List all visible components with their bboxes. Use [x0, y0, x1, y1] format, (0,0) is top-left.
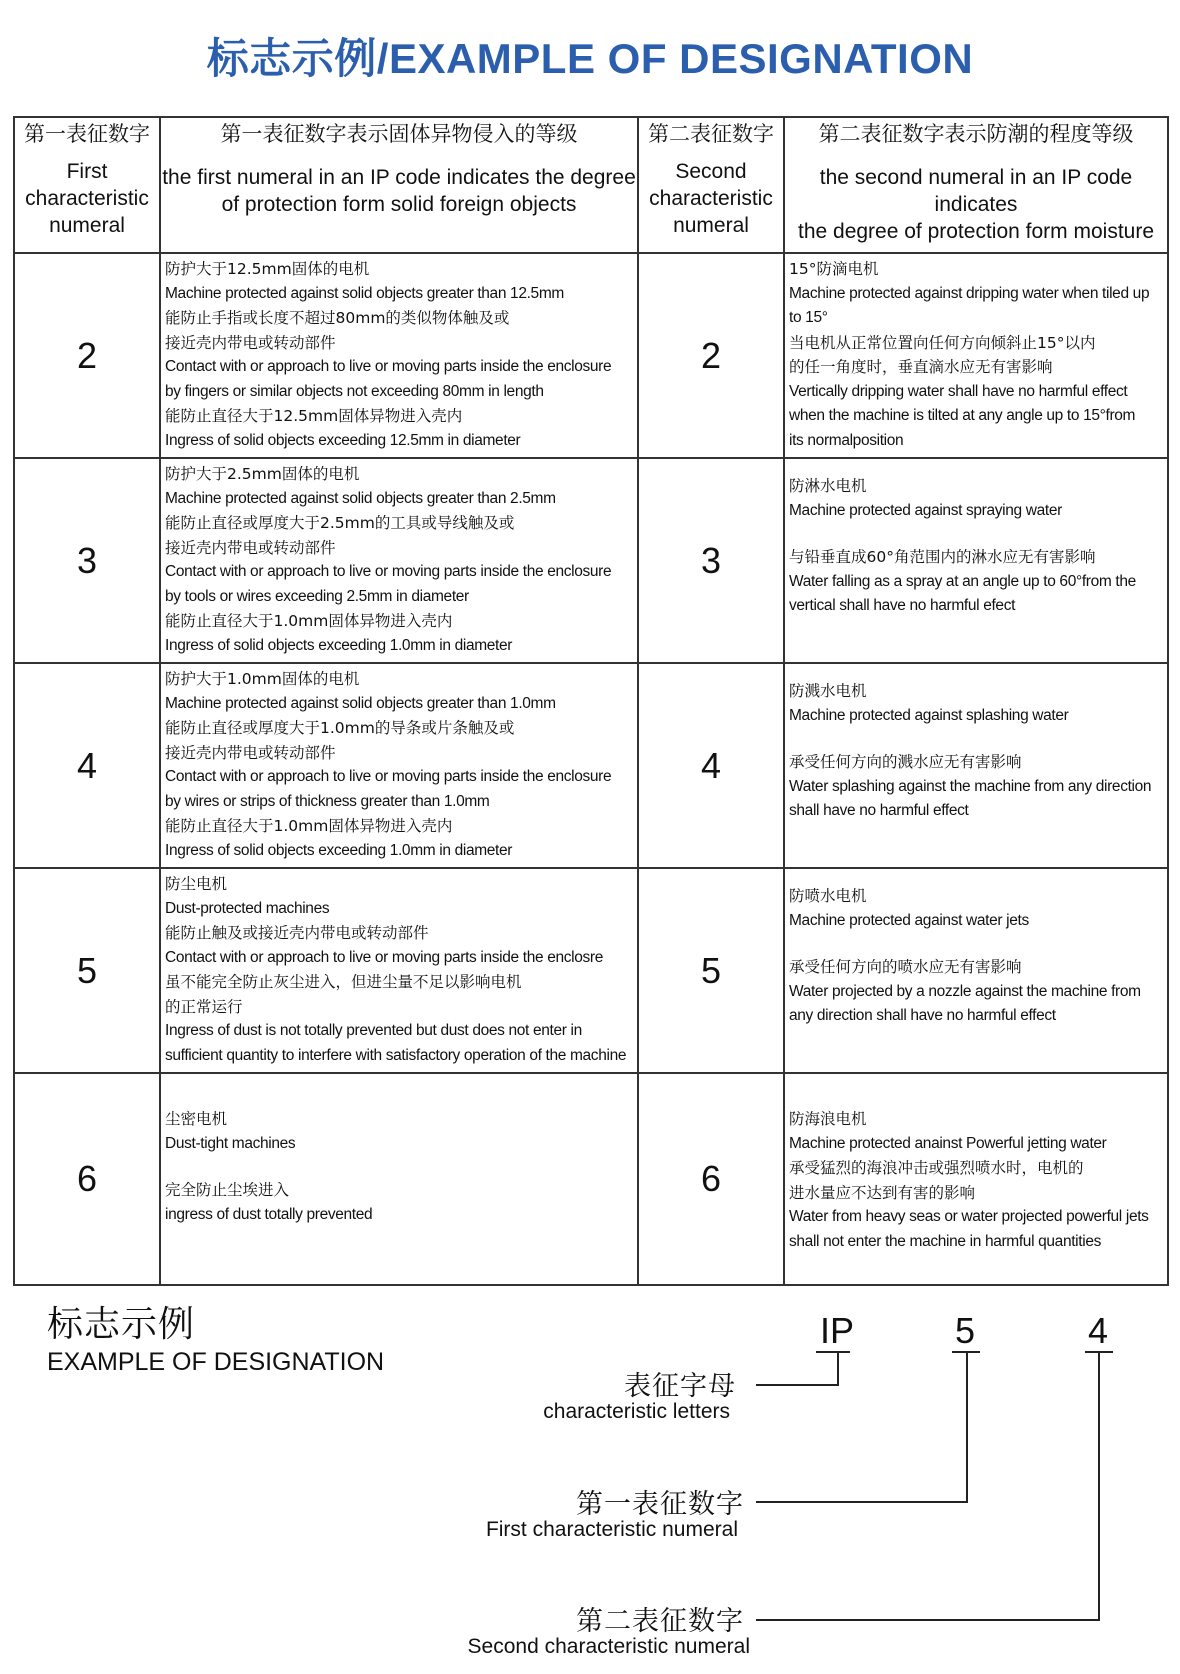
- header-second-numeral: [638, 117, 784, 253]
- moisture-description: [784, 253, 1168, 458]
- table-row: [14, 1073, 1168, 1285]
- header-moisture-en-2: the degree of protection form moisture: [797, 220, 1154, 243]
- description-line: 进水量应不达到有害的影响: [789, 1183, 976, 1202]
- description-line: Machine protected against spraying water: [789, 501, 1062, 519]
- header-solid-en-2: of protection form solid foreign objects: [221, 193, 577, 216]
- description-line: by tools or wires exceeding 2.5mm in diameter: [165, 587, 469, 605]
- first-numeral-cell: 5: [14, 868, 160, 1073]
- connector-line: [966, 1352, 968, 1502]
- header-moisture-protection: [784, 117, 1168, 253]
- table-row: [14, 253, 1168, 458]
- description-line: Ingress of dust is not totally prevented but dust does not enter in: [165, 1022, 582, 1039]
- connector-line: [756, 1619, 1100, 1621]
- label-second-cn: 第二表征数字: [576, 1606, 744, 1637]
- first-numeral-cell: 3: [14, 458, 160, 663]
- connector-line: [756, 1501, 968, 1503]
- description-line: 防护大于2.5mm固体的电机: [165, 465, 360, 483]
- table-header-row: [14, 117, 1168, 253]
- description-line: 当电机从正常位置向任何方向倾斜止15°以内: [789, 333, 1096, 352]
- header-first-numeral-en-2: characteristic: [25, 187, 149, 210]
- moisture-description: [784, 868, 1168, 1073]
- solid-description: [160, 1073, 638, 1285]
- ip-code-table: [13, 116, 1169, 1286]
- header-solid-en-1: the first numeral in an IP code indicates the degree: [162, 166, 636, 189]
- description-line: 能防止直径或厚度大于2.5mm的工具或导线触及或: [165, 514, 515, 532]
- second-numeral-cell: 5: [638, 868, 784, 1073]
- description-line: 尘密电机: [165, 1110, 228, 1128]
- example-heading-en: EXAMPLE OF DESIGNATION: [47, 1348, 385, 1376]
- header-solid-protection: [160, 117, 638, 253]
- description-line: Machine protected against solid objects greater than 2.5mm: [165, 489, 556, 507]
- description-line: Contact with or approach to live or moving parts inside the enclosure: [165, 358, 612, 375]
- solid-description: [160, 458, 638, 663]
- description-line: by fingers or similar objects not exceeding 80mm in length: [165, 382, 544, 400]
- example-heading-cn: 标志示例: [47, 1304, 196, 1345]
- header-first-numeral-en-1: First: [66, 160, 108, 183]
- label-first-cn: 第一表征数字: [576, 1489, 744, 1520]
- description-line: 防尘电机: [165, 875, 228, 893]
- second-numeral-cell: 4: [638, 663, 784, 868]
- description-line: any direction shall have no harmful effect: [789, 1007, 1056, 1024]
- description-line: 能防止直径大于1.0mm固体异物进入壳内: [165, 817, 453, 835]
- label-second-en: Second characteristic numeral: [467, 1635, 750, 1658]
- description-line: Water falling as a spray at an angle up to 60°from the: [789, 572, 1136, 590]
- description-line: 完全防止尘埃进入: [165, 1181, 290, 1199]
- second-numeral-cell: 6: [638, 1073, 784, 1285]
- connector-line: [837, 1352, 839, 1385]
- description-line: 防溅水电机: [789, 682, 867, 700]
- description-line: 能防止手指或长度不超过80mm的类似物体触及或: [165, 309, 510, 327]
- description-line: Water from heavy seas or water projected powerful jets: [789, 1208, 1149, 1225]
- connector-line: [1098, 1352, 1100, 1620]
- solid-description: [160, 663, 638, 868]
- description-line: 的任一角度时，垂直滴水应无有害影响: [789, 358, 1053, 376]
- description-line: sufficient quantity to interfere with satisfactory operation of the machine: [165, 1046, 627, 1064]
- connector-line: [756, 1384, 839, 1386]
- description-line: ingress of dust totally prevented: [165, 1205, 373, 1223]
- description-line: 与铅垂直成60°角范围内的淋水应无有害影响: [789, 548, 1096, 566]
- description-line: Machine protected anainst Powerful jetting water: [789, 1134, 1107, 1152]
- label-letters-cn: 表征字母: [624, 1371, 736, 1402]
- description-line: Ingress of solid objects exceeding 1.0mm in diameter: [165, 636, 513, 654]
- table-row: [14, 458, 1168, 663]
- description-line: 能防止直径大于12.5mm固体异物进入壳内: [165, 407, 463, 425]
- code-first-numeral: 5: [955, 1310, 976, 1351]
- description-line: 防淋水电机: [789, 477, 867, 495]
- header-second-numeral-en-2: characteristic: [649, 187, 773, 210]
- description-line: shall not enter the machine in harmful quantities: [789, 1232, 1101, 1250]
- header-first-numeral-en-3: numeral: [49, 214, 125, 237]
- description-line: its normalposition: [789, 431, 904, 449]
- description-line: 承受任何方向的溅水应无有害影响: [789, 753, 1022, 771]
- first-numeral-cell: 2: [14, 253, 160, 458]
- description-line: 承受猛烈的海浪冲击或强烈喷水时，电机的: [789, 1159, 1084, 1177]
- description-line: 防海浪电机: [789, 1110, 867, 1128]
- description-line: when the machine is tilted at any angle up to 15°from: [789, 407, 1136, 424]
- description-line: 防护大于1.0mm固体的电机: [165, 670, 360, 688]
- description-line: Vertically dripping water shall have no harmful effect: [789, 382, 1128, 400]
- description-line: Dust-tight machines: [165, 1134, 296, 1152]
- header-first-numeral: [14, 117, 160, 253]
- description-line: Contact with or approach to live or moving parts inside the enclosure: [165, 768, 612, 785]
- label-first-en: First characteristic numeral: [485, 1518, 738, 1541]
- description-line: 接近壳内带电或转动部件: [165, 333, 336, 352]
- second-numeral-cell: 2: [638, 253, 784, 458]
- description-line: Machine protected against water jets: [789, 911, 1029, 929]
- connector-line: [816, 1351, 850, 1353]
- table-row: [14, 663, 1168, 868]
- description-line: Water splashing against the machine from any direction: [789, 777, 1152, 795]
- description-line: shall have no harmful effect: [789, 802, 969, 819]
- description-line: 防喷水电机: [789, 887, 867, 905]
- description-line: 能防止触及或接近壳内带电或转动部件: [165, 924, 429, 942]
- header-second-numeral-cn: 第二表征数字: [648, 122, 774, 146]
- first-numeral-cell: 6: [14, 1073, 160, 1285]
- description-line: vertical shall have no harmful efect: [789, 597, 1016, 614]
- code-letters: IP: [820, 1310, 855, 1351]
- description-line: Machine protected against dripping water when tiled up: [789, 284, 1150, 302]
- description-line: Contact with or approach to live or moving parts inside the enclosure: [165, 563, 612, 580]
- description-line: 接近壳内带电或转动部件: [165, 538, 336, 557]
- description-line: Water projected by a nozzle against the machine from: [789, 982, 1141, 1000]
- second-numeral-cell: 3: [638, 458, 784, 663]
- description-line: Machine protected against solid objects greater than 1.0mm: [165, 694, 556, 712]
- code-second-numeral: 4: [1088, 1310, 1109, 1351]
- header-second-numeral-en-1: Second: [675, 160, 747, 183]
- description-line: 的正常运行: [165, 997, 243, 1016]
- description-line: 承受任何方向的喷水应无有害影响: [789, 958, 1022, 976]
- description-line: to 15°: [789, 309, 828, 326]
- moisture-description: [784, 1073, 1168, 1285]
- moisture-description: [784, 458, 1168, 663]
- description-line: 防护大于12.5mm固体的电机: [165, 260, 370, 278]
- description-line: Machine protected against solid objects greater than 12.5mm: [165, 284, 564, 302]
- description-line: 虽不能完全防止灰尘进入，但进尘量不足以影响电机: [165, 973, 522, 991]
- moisture-description: [784, 663, 1168, 868]
- description-line: by wires or strips of thickness greater than 1.0mm: [165, 792, 490, 810]
- description-line: Contact with or approach to live or moving parts inside the enclosre: [165, 948, 603, 966]
- table-row: [14, 868, 1168, 1073]
- header-second-numeral-en-3: numeral: [673, 214, 749, 237]
- description-line: 能防止直径或厚度大于1.0mm的导条或片条触及或: [165, 719, 515, 737]
- page-title: 标志示例/EXAMPLE OF DESIGNATION: [206, 35, 974, 82]
- label-letters-en: characteristic letters: [543, 1400, 730, 1423]
- description-line: 能防止直径大于1.0mm固体异物进入壳内: [165, 612, 453, 630]
- description-line: Dust-protected machines: [165, 899, 330, 917]
- first-numeral-cell: 4: [14, 663, 160, 868]
- description-line: Machine protected against splashing water: [789, 706, 1069, 724]
- description-line: 15°防滴电机: [789, 260, 879, 278]
- description-line: Ingress of solid objects exceeding 1.0mm in diameter: [165, 841, 513, 859]
- header-first-numeral-cn: 第一表征数字: [24, 122, 150, 146]
- header-solid-cn: 第一表征数字表示固体异物侵入的等级: [220, 122, 578, 146]
- header-moisture-cn: 第二表征数字表示防潮的程度等级: [818, 122, 1134, 146]
- description-line: 接近壳内带电或转动部件: [165, 743, 336, 762]
- description-line: Ingress of solid objects exceeding 12.5mm in diameter: [165, 431, 521, 449]
- header-moisture-en-1: the second numeral in an IP code indicates: [819, 166, 1133, 216]
- solid-description: [160, 868, 638, 1073]
- solid-description: [160, 253, 638, 458]
